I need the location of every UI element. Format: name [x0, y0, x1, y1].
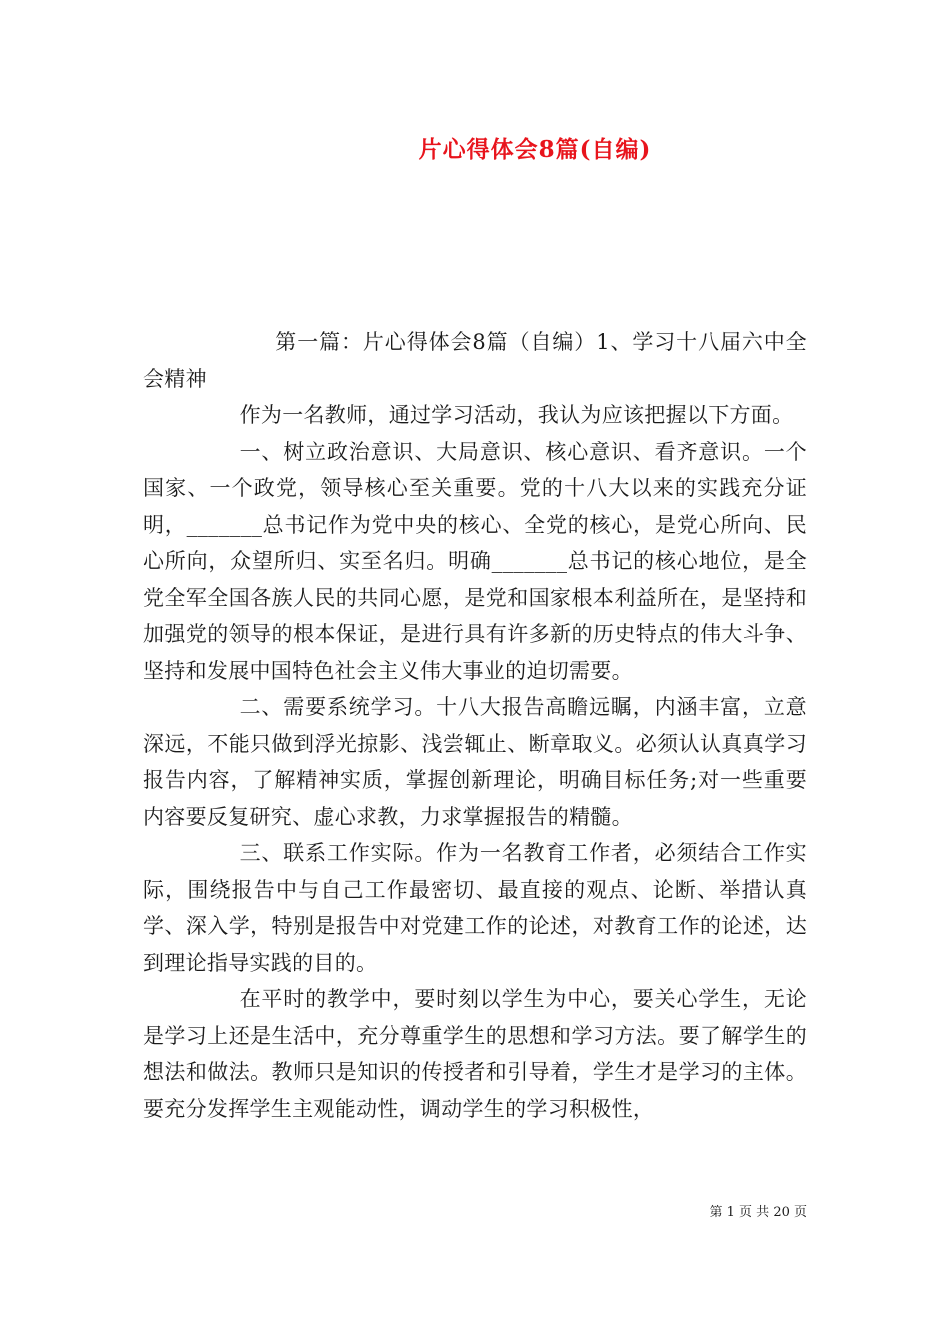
paragraph-point-three: 三、联系工作实际。作为一名教育工作者，必须结合工作实际，围绕报告中与自己工作最密切、最直接的观点、论断、举措认真学、深入学，特别是报告中对党建工作的论述，对教育工作的论述，达到理论指导实践的目的。: [143, 841, 807, 975]
paragraph-point-two: 二、需要系统学习。十八大报告高瞻远瞩，内涵丰富，立意深远，不能只做到浮光掠影、浅尝辄止、断章取义。必须认认真真学习报告内容，了解精神实质，掌握创新理论，明确目标任务;对一些重要内容要反复研究、虚心求教，力求掌握报告的精髓。: [143, 695, 807, 829]
page-number-footer: 第 1 页 共 20 页: [709, 1205, 807, 1220]
document-title: 片心得体会8篇(自编): [418, 136, 652, 163]
paragraph-heading: 第一篇：片心得体会8篇（自编）1、学习十八届六中全会精神: [143, 330, 807, 391]
paragraph-point-one: 一、树立政治意识、大局意识、核心意识、看齐意识。一个国家、一个政党，领导核心至关重要。党的十八大以来的实践充分证明，_______总书记作为党中央的核心、全党的核心，是党心所向、民心所向，众望所归、实至名归。明确_______总书记的核心地位，是全党全军全国各族人民的共同心愿，是党和国家根本利益所在，是坚持和加强党的领导的根本保证，是进行具有许多新的历史特点的伟大斗争、坚持和发展中国特色社会主义伟大事业的迫切需要。: [143, 439, 807, 683]
paragraph-teaching: 在平时的教学中，要时刻以学生为中心，要关心学生，无论是学习上还是生活中，充分尊重学生的思想和学习方法。要了解学生的想法和做法。教师只是知识的传授者和引导着，学生才是学习的主体。要充分发挥学生主观能动性，调动学生的学习积极性，: [143, 987, 807, 1121]
document-body: [143, 324, 807, 1127]
paragraph-intro: 作为一名教师，通过学习活动，我认为应该把握以下方面。: [239, 403, 794, 427]
